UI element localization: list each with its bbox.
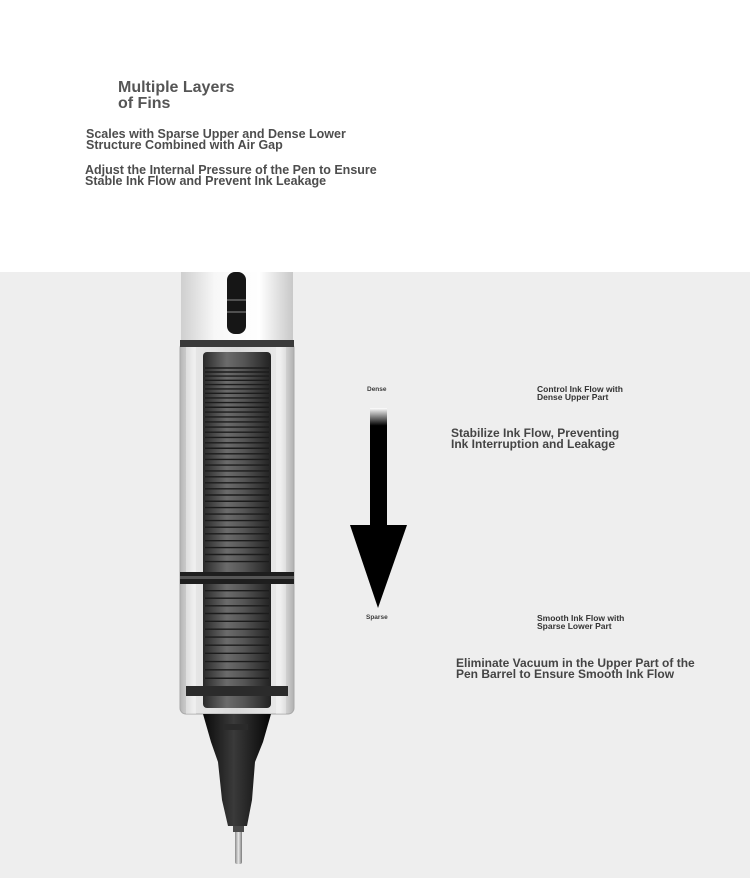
pen-tip bbox=[203, 714, 271, 826]
eliminate-vacuum-callout: Eliminate Vacuum in the Upper Part of the Pen Barrel to Ensure Smooth Ink Flow bbox=[456, 656, 695, 681]
fins-description-pressure: Adjust the Internal Pressure of the Pen to Ensure Stable Ink Flow and Prevent Ink Leakage bbox=[85, 163, 377, 188]
fins-description-structure: Scales with Sparse Upper and Dense Lower Structure Combined with Air Gap bbox=[86, 127, 346, 152]
density-arrow bbox=[340, 408, 420, 608]
dense-upper-callout: Control Ink Flow with Dense Upper Part bbox=[537, 384, 623, 402]
sparse-label: Sparse bbox=[366, 614, 388, 621]
fins-title: Multiple Layers of Fins bbox=[118, 79, 235, 112]
dense-label: Dense bbox=[367, 386, 387, 393]
sparse-lower-callout: Smooth Ink Flow with Sparse Lower Part bbox=[537, 613, 625, 631]
stabilize-ink-callout: Stabilize Ink Flow, Preventing Ink Interruption and Leakage bbox=[451, 426, 620, 451]
cap-window bbox=[227, 272, 246, 334]
ink-feed bbox=[203, 352, 271, 708]
arrow-head bbox=[350, 525, 407, 608]
arrow-shaft bbox=[370, 408, 387, 526]
barrel-ring-lower bbox=[186, 686, 288, 696]
